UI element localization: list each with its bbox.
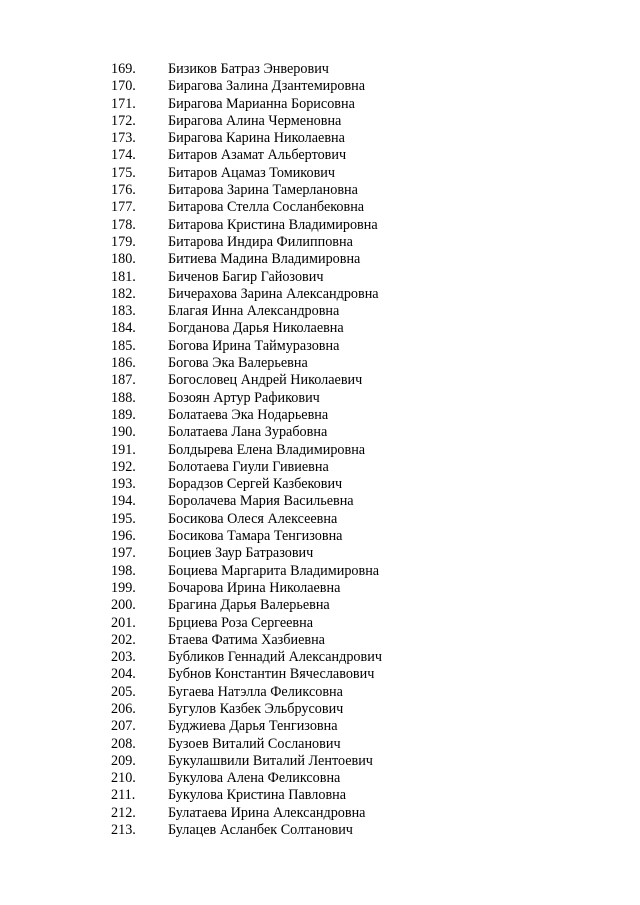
item-name: Бубнов Константин Вячеславович	[168, 666, 375, 683]
item-number: 191.	[111, 441, 136, 458]
item-number: 188.	[111, 389, 136, 406]
item-name: Бозоян Артур Рафикович	[168, 389, 320, 406]
item-number: 198.	[111, 562, 136, 579]
item-name: Битарова Индира Филипповна	[168, 233, 353, 250]
item-number: 169.	[111, 61, 136, 77]
item-name: Брциева Роза Сергеевна	[168, 614, 313, 631]
item-number: 206.	[111, 700, 136, 717]
item-name: Буджиева Дарья Тенгизовна	[168, 718, 338, 735]
item-name: Битарова Зарина Тамерлановна	[168, 182, 358, 199]
item-number: 187.	[111, 372, 136, 389]
item-number: 184.	[111, 320, 136, 337]
item-number: 173.	[111, 130, 136, 147]
item-name: Болатаева Эка Нодарьевна	[168, 406, 329, 423]
item-name: Булацев Асланбек Солтанович	[168, 822, 353, 839]
item-number: 208.	[111, 735, 136, 752]
item-number: 179.	[111, 233, 136, 250]
item-name: Бугулов Казбек Эльбрусович	[168, 700, 344, 717]
item-number: 185.	[111, 337, 136, 354]
item-number: 199.	[111, 579, 136, 596]
item-name: Бубликов Геннадий Александрович	[168, 649, 382, 666]
item-name: Битаров Ацамаз Томикович	[168, 164, 335, 181]
item-number: 171.	[111, 95, 136, 112]
item-number: 190.	[111, 424, 136, 441]
item-name: Болдырева Елена Владимировна	[168, 441, 366, 458]
item-name: Битаров Азамат Альбертович	[168, 147, 347, 164]
item-number: 204.	[111, 666, 136, 683]
item-number: 174.	[111, 147, 136, 164]
item-number: 193.	[111, 476, 136, 493]
item-number: 213.	[111, 822, 136, 839]
item-name: Брагина Дарья Валерьевна	[168, 597, 330, 614]
item-name: Бтаева Фатима Хазбиевна	[168, 631, 325, 648]
item-number: 170.	[111, 78, 136, 95]
item-name: Богова Ирина Таймуразовна	[168, 337, 340, 354]
item-number: 196.	[111, 528, 136, 545]
item-name: Бирагова Залина Дзантемировна	[168, 78, 366, 95]
item-name: Бирагова Марианна Борисовна	[168, 95, 355, 112]
item-name: Букулашвили Виталий Лентоевич	[168, 752, 373, 769]
item-number: 207.	[111, 718, 136, 735]
item-name: Босикова Олеся Алексеевна	[168, 510, 338, 527]
item-number: 176.	[111, 182, 136, 199]
item-name: Босикова Тамара Тенгизовна	[168, 528, 343, 545]
item-number: 181.	[111, 268, 136, 285]
item-name: Биченов Багир Гайозович	[168, 268, 324, 285]
item-name: Богданова Дарья Николаевна	[168, 320, 344, 337]
item-number: 183.	[111, 303, 136, 320]
item-number: 203.	[111, 649, 136, 666]
item-number: 178.	[111, 216, 136, 233]
item-name: Бирагова Карина Николаевна	[168, 130, 345, 147]
item-number: 197.	[111, 545, 136, 562]
item-name: Бугаева Натэлла Феликсовна	[168, 683, 343, 700]
item-number: 209.	[111, 752, 136, 769]
item-name: Борадзов Сергей Казбекович	[168, 476, 343, 493]
item-name: Бочарова Ирина Николаевна	[168, 579, 341, 596]
item-name: Болотаева Гиули Гивиевна	[168, 458, 329, 475]
item-name: Боциева Маргарита Владимировна	[168, 562, 380, 579]
item-name: Бузоев Виталий Сосланович	[168, 735, 341, 752]
item-number: 192.	[111, 458, 136, 475]
item-number: 200.	[111, 597, 136, 614]
item-name: Бичерахова Зарина Александровна	[168, 285, 379, 302]
item-number: 175.	[111, 164, 136, 181]
item-name: Богословец Андрей Николаевич	[168, 372, 363, 389]
item-name: Булатаева Ирина Александровна	[168, 804, 366, 821]
item-number: 194.	[111, 493, 136, 510]
item-name: Битарова Кристина Владимировна	[168, 216, 378, 233]
item-number: 186.	[111, 355, 136, 372]
item-number: 189.	[111, 406, 136, 423]
item-number: 201.	[111, 614, 136, 631]
item-name: Битиева Мадина Владимировна	[168, 251, 361, 268]
item-name: Богова Эка Валерьевна	[168, 355, 308, 372]
item-number: 195.	[111, 510, 136, 527]
item-name: Бизиков Батраз Энверович	[168, 61, 329, 77]
item-number: 172.	[111, 112, 136, 129]
item-number: 180.	[111, 251, 136, 268]
item-number: 202.	[111, 631, 136, 648]
item-number: 177.	[111, 199, 136, 216]
item-name: Бирагова Алина Черменовна	[168, 112, 342, 129]
item-number: 182.	[111, 285, 136, 302]
item-name: Благая Инна Александровна	[168, 303, 340, 320]
item-number: 212.	[111, 804, 136, 821]
item-name: Букулова Кристина Павловна	[168, 787, 347, 804]
item-name: Букулова Алена Феликсовна	[168, 770, 341, 787]
item-number: 205.	[111, 683, 136, 700]
item-name: Битарова Стелла Сосланбековна	[168, 199, 365, 216]
item-number: 211.	[111, 787, 136, 804]
item-name: Болатаева Лана Зурабовна	[168, 424, 328, 441]
item-name: Боролачева Мария Васильевна	[168, 493, 354, 510]
item-name: Боциев Заур Батразович	[168, 545, 314, 562]
item-number: 210.	[111, 770, 136, 787]
